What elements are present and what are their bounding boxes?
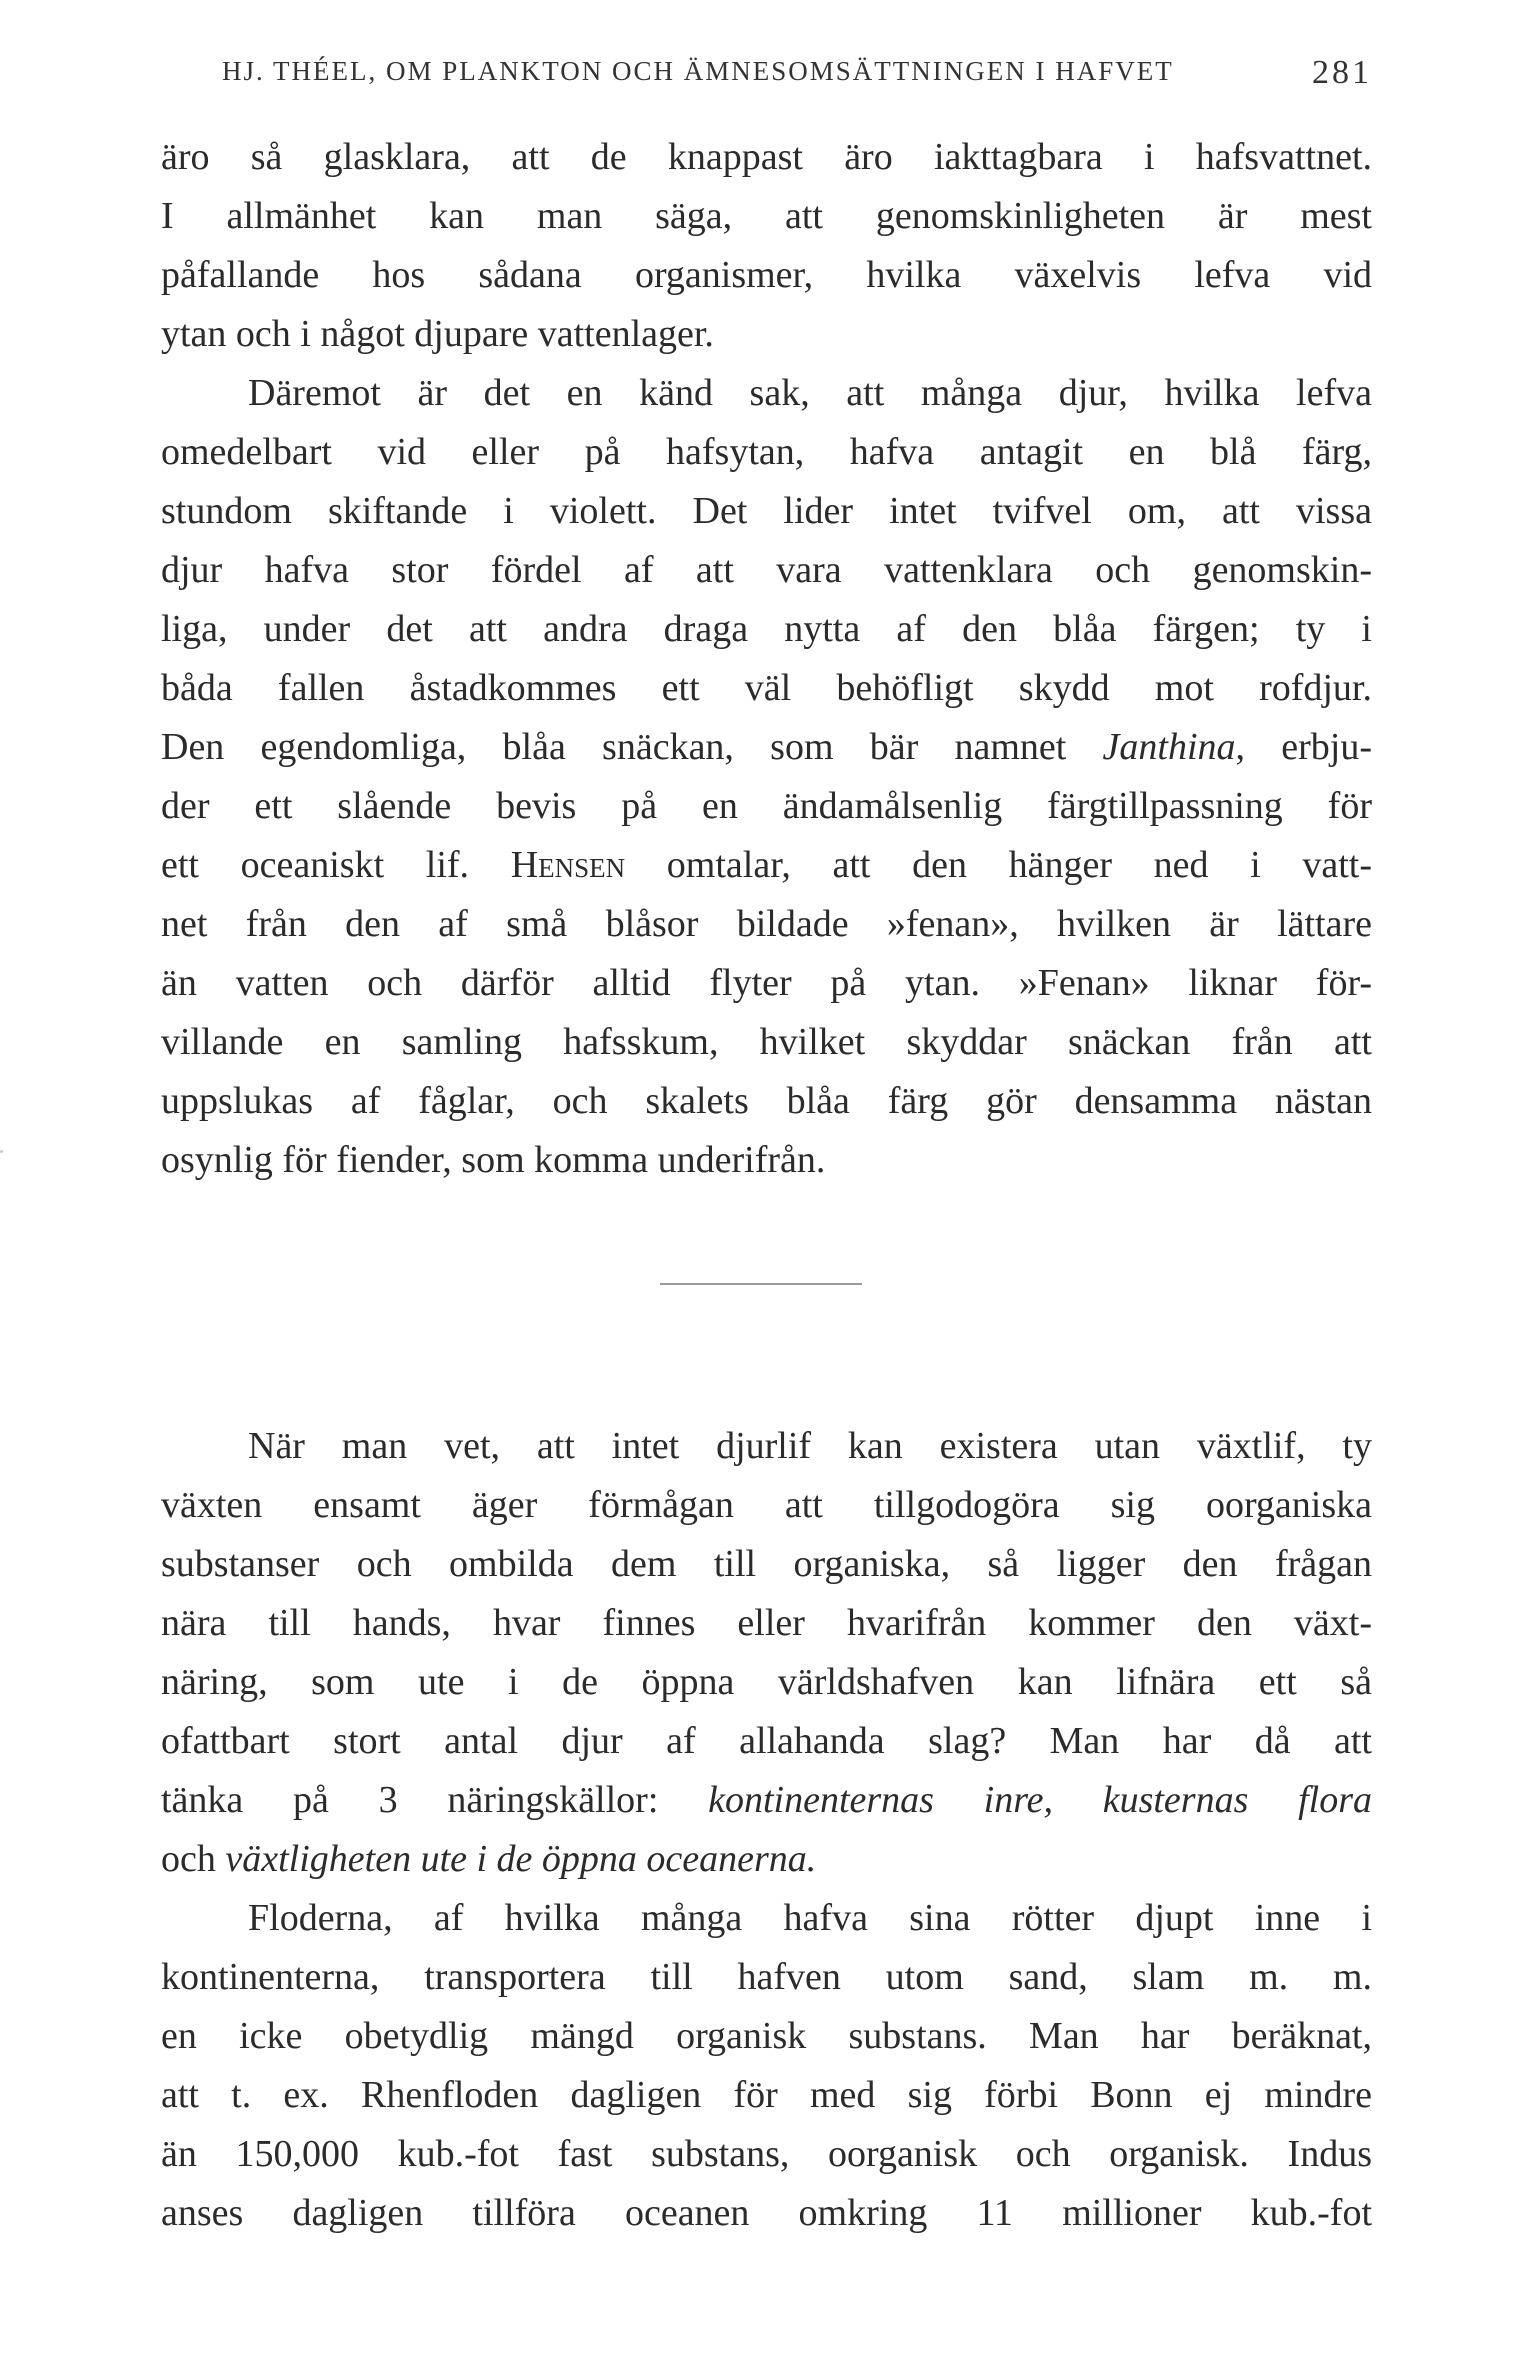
section-divider <box>660 1283 862 1285</box>
text-line: När man vet, att intet djurlif kan existera utan växtlif, ty <box>248 1425 1372 1467</box>
text-line: näring, som ute i de öppna världshafven kan lifnära ett så <box>161 1661 1372 1703</box>
text-line: påfallande hos sådana organismer, hvilka växelvis lefva vid <box>161 254 1372 296</box>
text-line: kontinenterna, transportera till hafven utom sand, slam m. m. <box>161 1956 1372 1998</box>
text-line: I allmänhet kan man säga, att genomskinligheten är mest <box>161 195 1372 237</box>
text-line: djur hafva stor fördel af att vara vattenklara och genomskin- <box>161 549 1372 591</box>
page-number: 281 <box>1312 54 1372 91</box>
text-line: än 150,000 kub.-fot fast substans, oorganisk och organisk. Indus <box>161 2133 1372 2175</box>
text-run: omtalar, att den hänger ned i vatt- <box>625 844 1372 886</box>
paragraph-block-2 <box>161 1417 1372 2243</box>
author-name: Hensen <box>510 844 626 886</box>
text-line <box>161 1830 1372 1889</box>
text-run: tänka på 3 näringskällor: <box>161 1779 709 1821</box>
text-line: nära till hands, hvar finnes eller hvarifrån kommer den växt- <box>161 1602 1372 1644</box>
text-line <box>161 718 1372 777</box>
species-name: Janthina <box>1102 726 1236 768</box>
text-run: , erbju- <box>1235 726 1372 768</box>
text-line: osynlig för fiender, som komma underifrån. <box>161 1139 826 1181</box>
emphasis-text: kontinenternas inre, kusternas flora <box>708 1779 1372 1821</box>
text-line: liga, under det att andra draga nytta af den blåa färgen; ty i <box>161 608 1372 650</box>
paragraph-block-1 <box>161 128 1372 1190</box>
text-line <box>161 1771 1372 1830</box>
text-line: anses dagligen tillföra oceanen omkring 11 millioner kub.-fot <box>161 2192 1372 2234</box>
text-line: Däremot är det en känd sak, att många djur, hvilka lefva <box>248 372 1372 414</box>
text-line: ofattbart stort antal djur af allahanda slag? Man har då att <box>161 1720 1372 1762</box>
text-run: ett oceaniskt lif. <box>161 844 511 886</box>
text-line: växten ensamt äger förmågan att tillgodogöra sig oorganiska <box>161 1484 1372 1526</box>
text-line: en icke obetydlig mängd organisk substans. Man har beräknat, <box>161 2015 1372 2057</box>
text-line: än vatten och därför alltid flyter på ytan. »Fenan» liknar för- <box>161 962 1372 1004</box>
emphasis-text: växtligheten ute i de öppna oceanerna. <box>225 1838 817 1880</box>
running-head <box>222 54 1372 91</box>
text-run: och <box>161 1838 226 1880</box>
text-line <box>161 836 1372 895</box>
text-line: substanser och ombilda dem till organiska, så ligger den frågan <box>161 1543 1372 1585</box>
text-line: ytan och i något djupare vattenlager. <box>161 313 714 355</box>
text-line: uppslukas af fåglar, och skalets blåa färg gör densamma nästan <box>161 1080 1372 1122</box>
text-line: Floderna, af hvilka många hafva sina rötter djupt inne i <box>248 1897 1372 1939</box>
text-line: net från den af små blåsor bildade »fenan», hvilken är lättare <box>161 903 1372 945</box>
scan-speck <box>0 1150 3 1153</box>
running-head-title: HJ. THÉEL, OM PLANKTON OCH ÄMNESOMSÄTTNINGEN I HAFVET <box>222 56 1174 86</box>
text-line: omedelbart vid eller på hafsytan, hafva antagit en blå färg, <box>161 431 1372 473</box>
text-run: Den egendomliga, blåa snäckan, som bär namnet <box>161 726 1103 768</box>
text-line: der ett slående bevis på en ändamålsenlig färgtillpassning för <box>161 785 1372 827</box>
text-line: båda fallen åstadkommes ett väl behöfligt skydd mot rofdjur. <box>161 667 1372 709</box>
text-line: stundom skiftande i violett. Det lider intet tvifvel om, att vissa <box>161 490 1372 532</box>
text-line: att t. ex. Rhenfloden dagligen för med sig förbi Bonn ej mindre <box>161 2074 1372 2116</box>
text-line: villande en samling hafsskum, hvilket skyddar snäckan från att <box>161 1021 1372 1063</box>
text-line: äro så glasklara, att de knappast äro iakttagbara i hafsvattnet. <box>161 136 1372 178</box>
